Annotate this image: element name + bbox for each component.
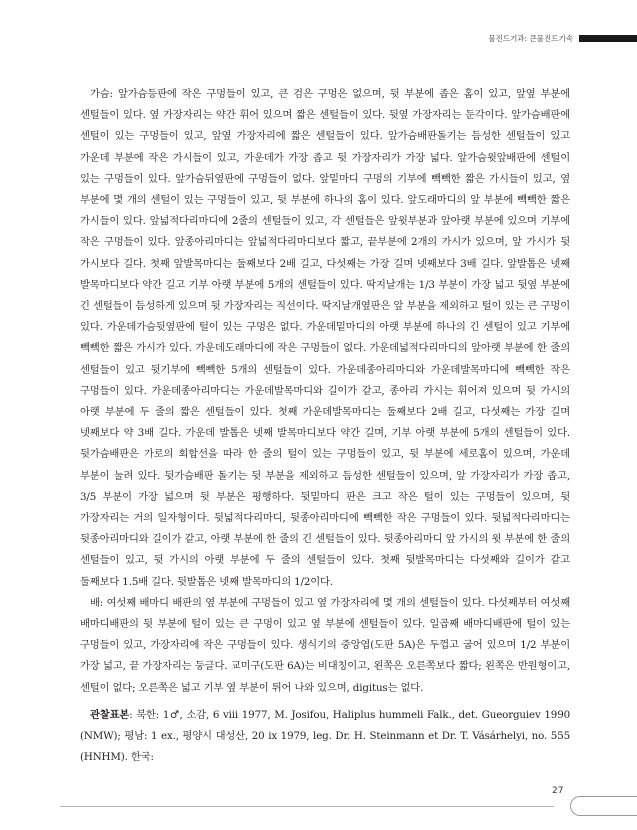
body-text [80, 84, 570, 769]
examined-specimens-label: 관찰표본 [90, 708, 130, 721]
running-header-title: 물진드기과: 큰물진드기속 [488, 33, 573, 43]
paragraph-examined-specimens [80, 705, 570, 769]
page-number: 27 [552, 786, 564, 796]
paragraph-thorax: 가슴: 앞가슴등판에 작은 구멍들이 있고, 큰 검은 구멍은 없으며, 뒷 부분에 좁은 홈이 있고, 앞옆 부분에 센털들이 있다. 옆 가장자리는 약간 휘어 있으며 짧은 센털들이 있다. 뒷옆 가장자리는 둔각이다. 앞가슴배판에 센털이 있는 구멍들이 있고, 앞옆 가장자리에 짧은 센털들이 있다. 앞가슴배판돌기는 듬성한 센털들이 있고 가운데 부분에 작은 가시들이 있고, 가운데가 가장 좁고 뒷 가장자리가 가장 넓다. 앞가슴윗앞배판에 센털이 있는 구멍들이 있다. 앞가슴뒤옆판에 구멍들이 없다. 앞밑마디 구멍의 기부에 빽빽한 짧은 가시들이 있고, 옆 부분에 몇 개의 센털이 있는 구멍들이 있고, 뒷 부분에 하나의 홈이 있다. 앞도래마디의 앞 부분에 빽빽한 짧은 가시들이 있다. 앞넓적다리마디에 2줄의 센털들이 있고, 각 센털들은 앞윗부분과 앞아랫 부분에 있으며 기부에 작은 구멍들이 있다. 앞종아리마디는 앞넓적다리마디보다 짧고, 끝부분에 2개의 가시가 있으며, 앞 가시가 뒷 가시보다 길다. 첫째 앞발목마디는 둘째보다 2배 길고, 다섯째는 가장 길며 넷째보다 3배 길다. 앞발톱은 넷째 발목마디보다 약간 길고 기부 아랫 부분에 5개의 센털들이 있다. 딱지날개는 1/3 부분이 가장 넓고 뒷옆 부분에 긴 센털들이 듬성하게 있으며 뒷 가장자리는 직선이다. 딱지날개옆판은 앞 부분을 제외하고 털이 있는 큰 구멍이 있다. 가운데가슴뒷옆판에 털이 있는 구멍은 없다. 가운데밑마디의 아랫 부분에 하나의 긴 센털이 있고 기부에 빽빽한 짧은 가시가 있다. 가운데도래마디에 작은 구멍들이 없다. 가운데넓적다리마디의 앞아랫 부분에 한 줄의 센털들이 있고 뒷기부에 빽빽한 5개의 센털들이 있다. 가운데종아리마디와 가운데발목마디에 빽빽한 작은 구멍들이 있다. 가운데종아리마디는 가운데발목마디와 길이가 같고, 종아리 가시는 휘어져 있으며 뒷 가시의 아랫 부분에 두 줄의 짧은 센털들이 있다. 첫째 가운데발목마디는 둘째보다 2배 길고, 다섯째는 가장 길며 넷째보다 약 3배 길다. 가운데 발톱은 넷째 발목마디보다 약간 길며, 기부 아랫 부분에 5개의 센털들이 있다. 뒷가슴배판은 가로의 회합선을 따라 한 줄의 털이 있는 구멍들이 있고, 뒷 부분에 세로홈이 있으며, 가운데 부분이 눌려 있다. 뒷가슴배판 돌기는 뒷 부분을 제외하고 듬성한 센털들이 있으며, 앞 가장자리가 가장 좁고, 3/5 부분이 가장 넓으며 뒷 부분은 평행하다. 뒷밑마디 판은 크고 작은 털이 있는 구멍들이 있으며, 뒷 가장자리는 거의 일자형이다. 뒷넓적다리마디, 뒷종아리마디에 빽빽한 작은 구멍들이 있다. 뒷넓적다리마디는 뒷종아리마디와 길이가 같고, 아랫 부분에 한 줄의 긴 센털들이 있다. 뒷종아리마디 앞 가시의 윗 부분에 한 줄의 센털들이 있고, 뒷 가시의 아랫 부분에 두 줄의 센털들이 있다. 첫째 뒷발목마디는 다섯째와 길이가 같고 둘째보다 1.5배 길다. 뒷발톱은 넷째 발목마디의 1/2이다. [80, 88, 570, 588]
footer-tab [570, 796, 637, 816]
footer-divider [60, 806, 554, 807]
paragraph-abdomen: 배: 여섯째 배마디 배판의 옆 부분에 구멍들이 있고 옆 가장자리에 몇 개의 센털들이 있다. 다섯째부터 여섯째 배마디배판의 뒷 부분에 털이 있는 큰 구멍이 있고 옆 부분에 센털들이 있다. 일곱째 배마디배판에 털이 있는 구멍들이 있고, 가장자리에 작은 구멍들이 있다. 생식기의 중앙엽(도판 5A)은 두껍고 굽어 있으며 1/2 부분이 가장 넓고, 끝 가장자리는 둥글다. 교미구(도판 6A)는 비대칭이고, 왼쪽은 오른쪽보다 짧다; 왼쪽은 반원형이고, 센털이 없다; 오른쪽은 넓고 기부 옆 부분이 튀어 나와 있으며, digitus는 없다. [80, 596, 570, 694]
running-header [488, 31, 637, 45]
header-bar [579, 35, 637, 42]
examined-specimens-text: : 북한: 1♂, 소감, 6 viii 1977, M. Josifou, Haliplus hummeli Falk., det. Gueorguiev 1990 (NMW); 평남: 1 ex., 평양시 대성산, 20 ix 1979, leg. Dr. H. Steinmann et Dr. T. Vásárhelyi, no. 555 (HNHM). 한국: [80, 708, 570, 764]
